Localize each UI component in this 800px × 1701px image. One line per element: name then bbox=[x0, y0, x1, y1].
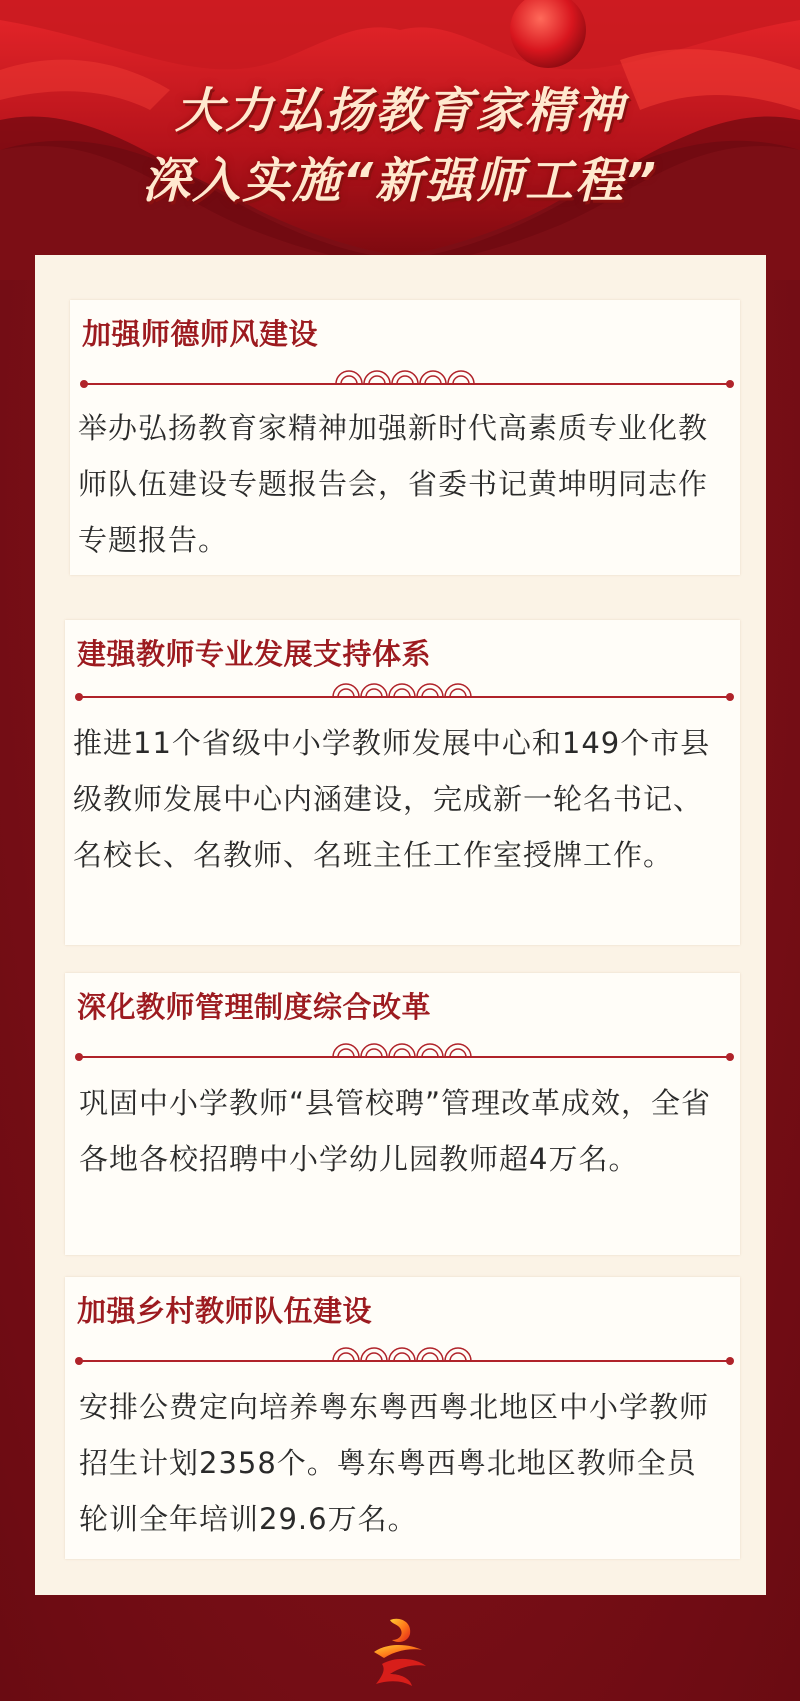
section-title: 深化教师管理制度综合改革 bbox=[77, 990, 432, 1024]
section-card bbox=[65, 620, 740, 945]
section-card bbox=[65, 1277, 740, 1559]
page-title-line1: 大力弘扬教育家精神 bbox=[174, 83, 625, 139]
content-panel bbox=[35, 255, 766, 1595]
brand-logo-icon bbox=[360, 1612, 440, 1692]
section-card bbox=[70, 300, 740, 575]
section-divider-ornament bbox=[73, 1347, 736, 1371]
section-body: 安排公费定向培养粤东粤西粤北地区中小学教师招生计划2358个。粤东粤西粤北地区教师全员轮训全年培训29.6万名。 bbox=[79, 1390, 710, 1536]
page-title-line2: 深入实施“新强师工程” bbox=[142, 153, 658, 209]
section-card bbox=[65, 973, 740, 1255]
section-title: 加强师德师风建设 bbox=[82, 317, 319, 351]
section-divider-ornament bbox=[73, 683, 736, 707]
section-body: 举办弘扬教育家精神加强新时代高素质专业化教师队伍建设专题报告会，省委书记黄坤明同志作专题报告。 bbox=[78, 411, 709, 557]
section-body: 巩固中小学教师“县管校聘”管理改革成效，全省各地各校招聘中小学幼儿园教师超4万名。 bbox=[79, 1086, 712, 1176]
section-body: 推进11个省级中小学教师发展中心和149个市县级教师发展中心内涵建设，完成新一轮名书记、名校长、名教师、名班主任工作室授牌工作。 bbox=[73, 726, 711, 872]
section-divider-ornament bbox=[73, 1043, 736, 1067]
section-title: 建强教师专业发展支持体系 bbox=[77, 637, 432, 671]
section-title: 加强乡村教师队伍建设 bbox=[77, 1294, 373, 1328]
section-divider-ornament bbox=[78, 370, 736, 394]
